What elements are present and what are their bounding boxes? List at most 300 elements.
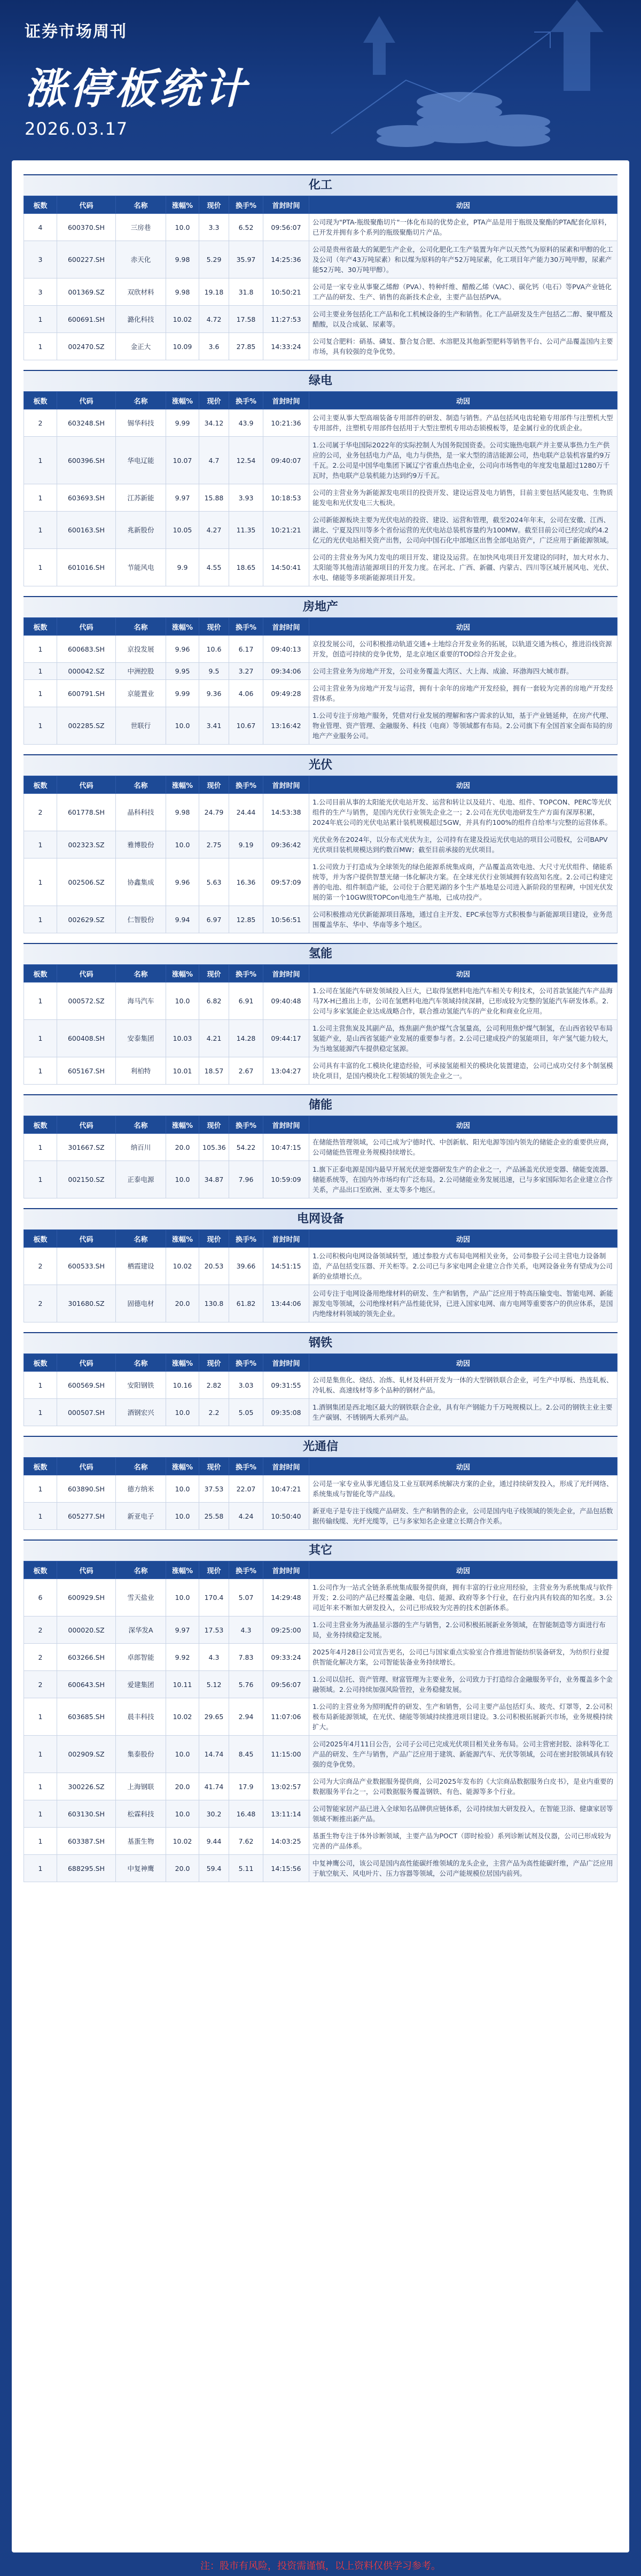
reason-cell: 基蛋生物专注于体外诊断领域，主要产品为POCT（即时检验）系列诊断试剂及仪器，公司已形成较为完善的产品体系。 — [309, 1828, 617, 1855]
table-cell: 301680.SZ — [57, 1285, 116, 1322]
table-cell: 600691.SH — [57, 306, 116, 333]
table-cell: 9.9 — [166, 549, 199, 586]
sector-section — [24, 596, 617, 745]
table-cell: 600163.SH — [57, 512, 116, 549]
table-cell: 002285.SZ — [57, 707, 116, 745]
column-header: 动因 — [309, 1230, 617, 1248]
table-cell: 10.03 — [166, 1020, 199, 1057]
reason-cell: 京投发展公司，公司积极推动轨道交通+土地综合开发业务的拓展，以轨道交通为核心，推进沿线资源开发，创造可持续的竞争优势，是北京地区重要的TOD综合开发企业。 — [309, 636, 617, 663]
table-row — [24, 214, 617, 241]
table-cell: 10.02 — [166, 306, 199, 333]
table-cell: 14.28 — [229, 1020, 263, 1057]
table-cell: 1 — [24, 831, 57, 858]
table-cell: 13:04:27 — [263, 1057, 309, 1085]
reason-cell: 公司是集焦化、烧结、冶炼、轧材及科研开发为一体的大型钢铁联合企业，可生产中厚板、热连轧板、冷轧板、高速线材等多个品种的钢材产品。 — [309, 1372, 617, 1399]
column-header: 代码 — [57, 1561, 116, 1579]
column-header: 换手% — [229, 965, 263, 983]
column-header: 现价 — [199, 1230, 229, 1248]
table-cell: 8.45 — [229, 1736, 263, 1773]
column-header: 名称 — [116, 1458, 166, 1475]
table-cell: 10:47:15 — [263, 1134, 309, 1161]
table-cell: 1 — [24, 484, 57, 512]
sector-title: 绿电 — [24, 370, 617, 391]
sector-title: 储能 — [24, 1094, 617, 1116]
table-cell: 09:25:00 — [263, 1616, 309, 1644]
table-cell: 1 — [24, 1773, 57, 1800]
table-cell: 3.93 — [229, 484, 263, 512]
limit-up-table — [24, 196, 617, 360]
table-row — [24, 512, 617, 549]
table-cell: 09:40:13 — [263, 636, 309, 663]
reason-cell: 2025年4月28日公司宣告更名，公司已与国家重点实验室合作推进智能纺织装备研发，为纺织行业提供智能化解决方案，公司智能装备业务持续增长。 — [309, 1644, 617, 1671]
table-cell: 14:29:48 — [263, 1579, 309, 1616]
column-header: 现价 — [199, 1116, 229, 1134]
table-header-row — [24, 1354, 617, 1372]
table-cell: 5.76 — [229, 1671, 263, 1698]
limit-up-table — [24, 1229, 617, 1322]
table-row — [24, 1800, 617, 1828]
column-header: 首封时间 — [263, 1458, 309, 1475]
table-cell: 2.67 — [229, 1057, 263, 1085]
table-cell: 6 — [24, 1579, 57, 1616]
reason-cell: 公司具有丰富的化工模块化建造经验，可承接氢能相关的模块化装置建造，公司已成功交付多个制氢模块化项目，是国内模块化工程领域的领先企业之一。 — [309, 1057, 617, 1085]
table-cell: 4.24 — [229, 1503, 263, 1530]
reason-cell: 公司主营业务为房地产开发与运营，拥有十余年的房地产开发经验，拥有一套较为完善的房地产开发经营体系。 — [309, 680, 617, 707]
table-cell: 09:56:07 — [263, 1671, 309, 1698]
table-row — [24, 437, 617, 484]
table-cell: 20.0 — [166, 1134, 199, 1161]
reason-cell: 公司专注于电网设备用绝缘材料的研发、生产和销售，产品广泛应用于特高压输变电、智能电网、新能源发电等领域，公司绝缘材料产品性能优异，已进入国家电网、南方电网等重要客户的供应体系，是国内绝缘材料领域的领先企业。 — [309, 1285, 617, 1322]
table-header-row — [24, 392, 617, 409]
table-cell: 603890.SH — [57, 1475, 116, 1503]
reason-cell: 公司是贵州省最大的氮肥生产企业，公司化肥化工生产装置为年产以天然气为原料的尿素和甲醇的化工及公司（年产43万吨尿素）和以煤为原料的年产52万吨尿素，化工项目年产能力30万吨甲醇，尿素产能52万吨、30万吨甲醇）。 — [309, 241, 617, 279]
table-cell: 13:11:14 — [263, 1800, 309, 1828]
table-cell: 31.8 — [229, 279, 263, 306]
table-cell: 中洲控股 — [116, 663, 166, 680]
table-cell: 1 — [24, 437, 57, 484]
table-cell: 600396.SH — [57, 437, 116, 484]
table-cell: 京投发展 — [116, 636, 166, 663]
table-cell: 10.07 — [166, 437, 199, 484]
table-cell: 001369.SZ — [57, 279, 116, 306]
reason-cell: 公司的主营业务为新能源发电项目的投资开发、建设运营及电力销售，目前主要包括风能发电、生物质能发电和光伏发电三大板块。 — [309, 484, 617, 512]
table-cell: 世联行 — [116, 707, 166, 745]
table-cell: 5.07 — [229, 1579, 263, 1616]
table-cell: 30.2 — [199, 1800, 229, 1828]
header-banner — [0, 0, 641, 155]
sector-section — [24, 1332, 617, 1426]
table-cell: 1 — [24, 512, 57, 549]
table-cell: 10.0 — [166, 1800, 199, 1828]
column-header: 涨幅% — [166, 1458, 199, 1475]
table-cell: 4 — [24, 214, 57, 241]
table-cell: 20.0 — [166, 1855, 199, 1882]
table-cell: 1 — [24, 1399, 57, 1426]
column-header: 现价 — [199, 1561, 229, 1579]
column-header: 名称 — [116, 1561, 166, 1579]
table-cell: 栖霞建设 — [116, 1248, 166, 1285]
table-row — [24, 1020, 617, 1057]
column-header: 动因 — [309, 965, 617, 983]
table-row — [24, 794, 617, 831]
table-cell: 10.0 — [166, 1161, 199, 1198]
table-cell: 10.0 — [166, 983, 199, 1020]
column-header: 动因 — [309, 776, 617, 794]
table-cell: 37.53 — [199, 1475, 229, 1503]
table-cell: 10:47:21 — [263, 1475, 309, 1503]
table-cell: 10:21:21 — [263, 512, 309, 549]
table-cell: 利柏特 — [116, 1057, 166, 1085]
table-cell: 9.97 — [166, 1616, 199, 1644]
table-cell: 10.11 — [166, 1671, 199, 1698]
reason-cell: 1.公司属于华电国际2022年的实际控制人为国务院国资委。公司实施热电联产并主要从事热力生产供应的公司，业务包括电力产品，电力与供热，是一家大型的清洁能源公司，热电联产总装机容量约9万千瓦。2.公司是中国华电集团下属辽宁省重点热电企业，公司向市场售电的年度发电量超过1280万千瓦时，热电联产总装机能力达到约9万千瓦。 — [309, 437, 617, 484]
limit-up-table — [24, 391, 617, 586]
column-header: 板数 — [24, 1230, 57, 1248]
table-cell: 14:03:25 — [263, 1828, 309, 1855]
sector-title: 钢铁 — [24, 1332, 617, 1353]
table-cell: 新亚电子 — [116, 1503, 166, 1530]
table-cell: 09:36:42 — [263, 831, 309, 858]
column-header: 换手% — [229, 1354, 263, 1372]
reason-cell: 1.公司主营焦炭及其副产品，炼焦副产焦炉煤气含氢量高，公司利用焦炉煤气制氢，在山西省较早布局氢能产业，是山西省氢能产业发展的重要参与者。2.公司已建成投产的氢能项目，年产氢气能力较大，为当地氢能源汽车提供稳定氢源。 — [309, 1020, 617, 1057]
reason-cell: 1.公司专注于房地产服务，凭借对行业发展的理解和客户需求的认知，基于产业链延伸，在房产代理、物业管理、资产管理、金融服务、科技（电商）等领域都有布局。2.公司旗下有全国首家全面布局的房地产产业服务公司。 — [309, 707, 617, 745]
table-cell: 锡华科技 — [116, 409, 166, 437]
table-row — [24, 1285, 617, 1322]
table-cell: 09:34:06 — [263, 663, 309, 680]
table-cell: 10:56:51 — [263, 906, 309, 933]
table-cell: 安泰集团 — [116, 1020, 166, 1057]
table-cell: 59.4 — [199, 1855, 229, 1882]
table-cell: 10.0 — [166, 831, 199, 858]
table-cell: 深华发A — [116, 1616, 166, 1644]
brand-name: 证券市场周刊 — [25, 22, 127, 41]
table-cell: 9.19 — [229, 831, 263, 858]
reason-cell: 1.酒钢集团是西北地区最大的钢铁联合企业，具有年产钢能力千万吨规模以上。2.公司的钢铁主业主要生产碳钢、不锈钢两大系列产品。 — [309, 1399, 617, 1426]
table-cell: 9.98 — [166, 241, 199, 279]
table-row — [24, 1372, 617, 1399]
table-row — [24, 1855, 617, 1882]
table-row — [24, 1698, 617, 1736]
sector-section — [24, 754, 617, 933]
reason-cell: 公司的主营业务为风力发电的项目开发、建设及运营。在加快风电项目开发建设的同时，加大对水力、太阳能等其他清洁能源项目的开发力度。在河北、广西、新疆、内蒙古、四川等区域开展风电、光伏、水电、储能等多项新能源项目开发。 — [309, 549, 617, 586]
column-header: 动因 — [309, 1458, 617, 1475]
column-header: 代码 — [57, 1354, 116, 1372]
table-cell: 12.54 — [229, 437, 263, 484]
table-cell: 10:59:09 — [263, 1161, 309, 1198]
sector-title: 化工 — [24, 174, 617, 196]
column-header: 名称 — [116, 196, 166, 214]
table-cell: 10.02 — [166, 1698, 199, 1736]
table-cell: 09:35:08 — [263, 1399, 309, 1426]
column-header: 换手% — [229, 1116, 263, 1134]
table-cell: 金正大 — [116, 333, 166, 360]
table-cell: 43.9 — [229, 409, 263, 437]
table-cell: 17.53 — [199, 1616, 229, 1644]
column-header: 板数 — [24, 392, 57, 409]
table-row — [24, 1616, 617, 1644]
column-header: 动因 — [309, 1354, 617, 1372]
column-header: 现价 — [199, 1354, 229, 1372]
table-cell: 3 — [24, 279, 57, 306]
table-cell: 1 — [24, 1828, 57, 1855]
column-header: 换手% — [229, 1561, 263, 1579]
table-cell: 2.82 — [199, 1372, 229, 1399]
table-cell: 1 — [24, 858, 57, 906]
column-header: 动因 — [309, 1561, 617, 1579]
table-cell: 54.22 — [229, 1134, 263, 1161]
sector-section — [24, 943, 617, 1085]
table-cell: 25.58 — [199, 1503, 229, 1530]
report-date: 2026.03.17 — [25, 119, 128, 139]
table-cell: 6.91 — [229, 983, 263, 1020]
column-header: 首封时间 — [263, 1561, 309, 1579]
column-header: 换手% — [229, 1230, 263, 1248]
column-header: 代码 — [57, 776, 116, 794]
table-row — [24, 663, 617, 680]
table-row — [24, 1161, 617, 1198]
reason-cell: 1.公司积极向电网设备领域转型，通过参股方式布局电网相关业务，公司参股子公司主营电力设备制造，产品包括变压器、开关柜等。2.公司已与多家电网企业建立合作关系，电网设备业务有望成为公司新的业绩增长点。 — [309, 1248, 617, 1285]
reason-cell: 公司2025年4月11日公告，公司子公司已完成光伏项目相关业务布局。公司主营密封胶、涂料等化工产品的研发、生产与销售，产品广泛应用于建筑、新能源汽车、光伏等领域，公司在密封胶领域具有较强的竞争优势。 — [309, 1736, 617, 1773]
reason-cell: 公司复合肥料：硝基、磷复、螯合复合肥、水溶肥及其他新型肥料等销售平台、公司产品覆盖国内主要市场，具有较强的竞争优势。 — [309, 333, 617, 360]
table-cell: 1 — [24, 333, 57, 360]
table-cell: 29.65 — [199, 1698, 229, 1736]
table-cell: 雅博股份 — [116, 831, 166, 858]
table-header-row — [24, 1116, 617, 1134]
table-cell: 1 — [24, 306, 57, 333]
column-header: 名称 — [116, 1116, 166, 1134]
table-row — [24, 1134, 617, 1161]
table-cell: 1 — [24, 1698, 57, 1736]
column-header: 代码 — [57, 392, 116, 409]
column-header: 板数 — [24, 1354, 57, 1372]
table-cell: 688295.SH — [57, 1855, 116, 1882]
table-row — [24, 1828, 617, 1855]
table-cell: 德方纳米 — [116, 1475, 166, 1503]
sector-section — [24, 1540, 617, 1882]
table-cell: 605277.SH — [57, 1503, 116, 1530]
table-cell: 晶科科技 — [116, 794, 166, 831]
table-cell: 600569.SH — [57, 1372, 116, 1399]
table-cell: 10.0 — [166, 1399, 199, 1426]
table-cell: 9.96 — [166, 858, 199, 906]
table-row — [24, 636, 617, 663]
reason-cell: 1.旗下正泰电源是国内最早开展光伏逆变器研发生产的企业之一，产品涵盖光伏逆变器、储能变流器、储能系统等，在国内外市场均有广泛布局。2.公司储能业务发展迅速，已与多家国际知名企业建立合作关系，产品出口至欧洲、亚太等多个地区。 — [309, 1161, 617, 1198]
table-cell: 5.12 — [199, 1671, 229, 1698]
table-cell: 1 — [24, 707, 57, 745]
table-cell: 9.44 — [199, 1828, 229, 1855]
table-cell: 3 — [24, 241, 57, 279]
table-cell: 晨丰科技 — [116, 1698, 166, 1736]
table-cell: 000572.SZ — [57, 983, 116, 1020]
column-header: 板数 — [24, 618, 57, 636]
table-cell: 39.66 — [229, 1248, 263, 1285]
sector-section — [24, 1094, 617, 1198]
table-cell: 10.02 — [166, 1828, 199, 1855]
table-cell: 24.44 — [229, 794, 263, 831]
coin-stack-decoration-icon — [299, 0, 620, 155]
table-cell: 002323.SZ — [57, 831, 116, 858]
table-cell: 3.03 — [229, 1372, 263, 1399]
column-header: 首封时间 — [263, 1116, 309, 1134]
table-cell: 京能置业 — [116, 680, 166, 707]
table-cell: 603130.SH — [57, 1800, 116, 1828]
column-header: 涨幅% — [166, 1354, 199, 1372]
table-header-row — [24, 1561, 617, 1579]
table-cell: 4.21 — [199, 1020, 229, 1057]
table-row — [24, 1057, 617, 1085]
column-header: 涨幅% — [166, 392, 199, 409]
table-cell: 2.2 — [199, 1399, 229, 1426]
column-header: 首封时间 — [263, 1230, 309, 1248]
table-row — [24, 333, 617, 360]
table-cell: 12.85 — [229, 906, 263, 933]
table-cell: 2 — [24, 1671, 57, 1698]
column-header: 名称 — [116, 776, 166, 794]
table-cell: 002470.SZ — [57, 333, 116, 360]
reason-cell: 中复神鹰公司，该公司是国内高性能碳纤维领域的龙头企业，主营产品为高性能碳纤维，产品广泛应用于航空航天、风电叶片、压力容器等领域，公司产能规模位居国内前列。 — [309, 1855, 617, 1882]
table-cell: 34.87 — [199, 1161, 229, 1198]
table-row — [24, 484, 617, 512]
reason-cell: 在储能热管理领域，公司已成为宁德时代、中创新航、阳光电源等国内领先的储能企业的重要供应商，公司储能热管理业务规模持续增长。 — [309, 1134, 617, 1161]
table-row — [24, 241, 617, 279]
reason-cell: 公司是一家专业从事光通信及工业互联网系统解决方案的企业，通过持续研发投入，形成了光纤网络、系统集成与智能化等产品线。 — [309, 1475, 617, 1503]
table-cell: 105.36 — [199, 1134, 229, 1161]
table-cell: 松霖科技 — [116, 1800, 166, 1828]
sector-section — [24, 174, 617, 360]
table-cell: 正泰电源 — [116, 1161, 166, 1198]
table-cell: 14:50:41 — [263, 549, 309, 586]
table-cell: 2 — [24, 409, 57, 437]
limit-up-table — [24, 1457, 617, 1530]
column-header: 动因 — [309, 1116, 617, 1134]
table-cell: 600408.SH — [57, 1020, 116, 1057]
table-cell: 安阳钢铁 — [116, 1372, 166, 1399]
table-row — [24, 858, 617, 906]
table-cell: 10.0 — [166, 1475, 199, 1503]
table-cell: 35.97 — [229, 241, 263, 279]
column-header: 涨幅% — [166, 1116, 199, 1134]
table-cell: 9.96 — [166, 636, 199, 663]
table-cell: 5.05 — [229, 1399, 263, 1426]
column-header: 板数 — [24, 1561, 57, 1579]
table-cell: 000042.SZ — [57, 663, 116, 680]
disclaimer-footer: 注：股市有风险，投资需谨慎，以上资料仅供学习参考。 — [0, 2556, 641, 2576]
table-cell: 6.52 — [229, 214, 263, 241]
reason-cell: 1.公司在氢能汽车研发领域投入巨大，已取得氢燃料电池汽车相关专利技术，公司首款氢能汽车产品海马7X-H已推出上市，公司在氢燃料电池汽车领域持续深耕，已形成较为完整的氢能汽车研发体系。2.公司与多家氢能企业达成战略合作，联合推动氢能汽车的产业化和商业化应用。 — [309, 983, 617, 1020]
table-header-row — [24, 618, 617, 636]
table-row — [24, 1475, 617, 1503]
table-cell: 10:21:36 — [263, 409, 309, 437]
table-cell: 600929.SH — [57, 1579, 116, 1616]
table-cell: 1 — [24, 1855, 57, 1882]
column-header: 动因 — [309, 196, 617, 214]
column-header: 名称 — [116, 1230, 166, 1248]
table-row — [24, 1579, 617, 1616]
column-header: 换手% — [229, 776, 263, 794]
table-row — [24, 1399, 617, 1426]
table-cell: 15.88 — [199, 484, 229, 512]
table-cell: 10.0 — [166, 1736, 199, 1773]
table-cell: 600227.SH — [57, 241, 116, 279]
table-header-row — [24, 1458, 617, 1475]
table-cell: 3.6 — [199, 333, 229, 360]
table-cell: 000507.SH — [57, 1399, 116, 1426]
table-cell: 603693.SH — [57, 484, 116, 512]
table-cell: 34.12 — [199, 409, 229, 437]
table-row — [24, 1671, 617, 1698]
column-header: 现价 — [199, 392, 229, 409]
table-cell: 22.07 — [229, 1475, 263, 1503]
table-cell: 10.6 — [199, 636, 229, 663]
table-row — [24, 1773, 617, 1800]
table-cell: 9.5 — [199, 663, 229, 680]
table-cell: 7.96 — [229, 1161, 263, 1198]
table-cell: 10.01 — [166, 1057, 199, 1085]
column-header: 涨幅% — [166, 1230, 199, 1248]
table-cell: 节能风电 — [116, 549, 166, 586]
sector-section — [24, 1436, 617, 1530]
column-header: 板数 — [24, 1458, 57, 1475]
column-header: 名称 — [116, 965, 166, 983]
table-cell: 14:51:15 — [263, 1248, 309, 1285]
table-cell: 1 — [24, 680, 57, 707]
table-cell: 3.41 — [199, 707, 229, 745]
table-header-row — [24, 965, 617, 983]
table-cell: 纳百川 — [116, 1134, 166, 1161]
table-cell: 1 — [24, 1736, 57, 1773]
table-cell: 爱建集团 — [116, 1671, 166, 1698]
sector-title: 光通信 — [24, 1436, 617, 1457]
sector-title: 氢能 — [24, 943, 617, 964]
table-cell: 2 — [24, 1248, 57, 1285]
table-cell: 1 — [24, 1161, 57, 1198]
reason-cell: 公司主要从事大型高端装备专用部件的研发、制造与销售。产品包括风电齿轮箱专用部件与注塑机大型专用部件，注塑机专用部件包括用于大型注塑机专用动态锁模板等，是金属行业的优质企业。 — [309, 409, 617, 437]
table-cell: 09:33:24 — [263, 1644, 309, 1671]
table-cell: 20.53 — [199, 1248, 229, 1285]
column-header: 首封时间 — [263, 1354, 309, 1372]
table-cell: 9.98 — [166, 279, 199, 306]
table-cell: 9.95 — [166, 663, 199, 680]
table-cell: 双欣材料 — [116, 279, 166, 306]
reason-cell: 公司智能家居产品已进入全球知名品牌供应链体系，公司持续加大研发投入，在智能卫浴、健康家居等领域不断推出新产品。 — [309, 1800, 617, 1828]
table-cell: 301667.SZ — [57, 1134, 116, 1161]
table-cell: 4.7 — [199, 437, 229, 484]
table-cell: 仁智股份 — [116, 906, 166, 933]
table-row — [24, 831, 617, 858]
table-cell: 600370.SH — [57, 214, 116, 241]
table-cell: 11:15:00 — [263, 1736, 309, 1773]
table-cell: 605167.SH — [57, 1057, 116, 1085]
table-cell: 10.02 — [166, 1248, 199, 1285]
table-cell: 固德电材 — [116, 1285, 166, 1322]
table-cell: 16.48 — [229, 1800, 263, 1828]
page-title: 涨停板统计 — [25, 65, 249, 113]
table-cell: 10.67 — [229, 707, 263, 745]
table-header-row — [24, 776, 617, 794]
limit-up-table — [24, 1116, 617, 1198]
table-cell: 9.98 — [166, 794, 199, 831]
table-cell: 雪天盐业 — [116, 1579, 166, 1616]
table-cell: 5.29 — [199, 241, 229, 279]
table-cell: 6.17 — [229, 636, 263, 663]
table-cell: 11:07:06 — [263, 1698, 309, 1736]
table-cell: 600683.SH — [57, 636, 116, 663]
table-row — [24, 1248, 617, 1285]
table-cell: 1 — [24, 1020, 57, 1057]
table-cell: 6.97 — [199, 906, 229, 933]
reason-cell: 公司积极推动光伏新能源项目落地，通过自主开发、EPC承包等方式积极参与新能源项目建设，业务范围覆盖华东、华中、华南等多个地区。 — [309, 906, 617, 933]
column-header: 涨幅% — [166, 776, 199, 794]
